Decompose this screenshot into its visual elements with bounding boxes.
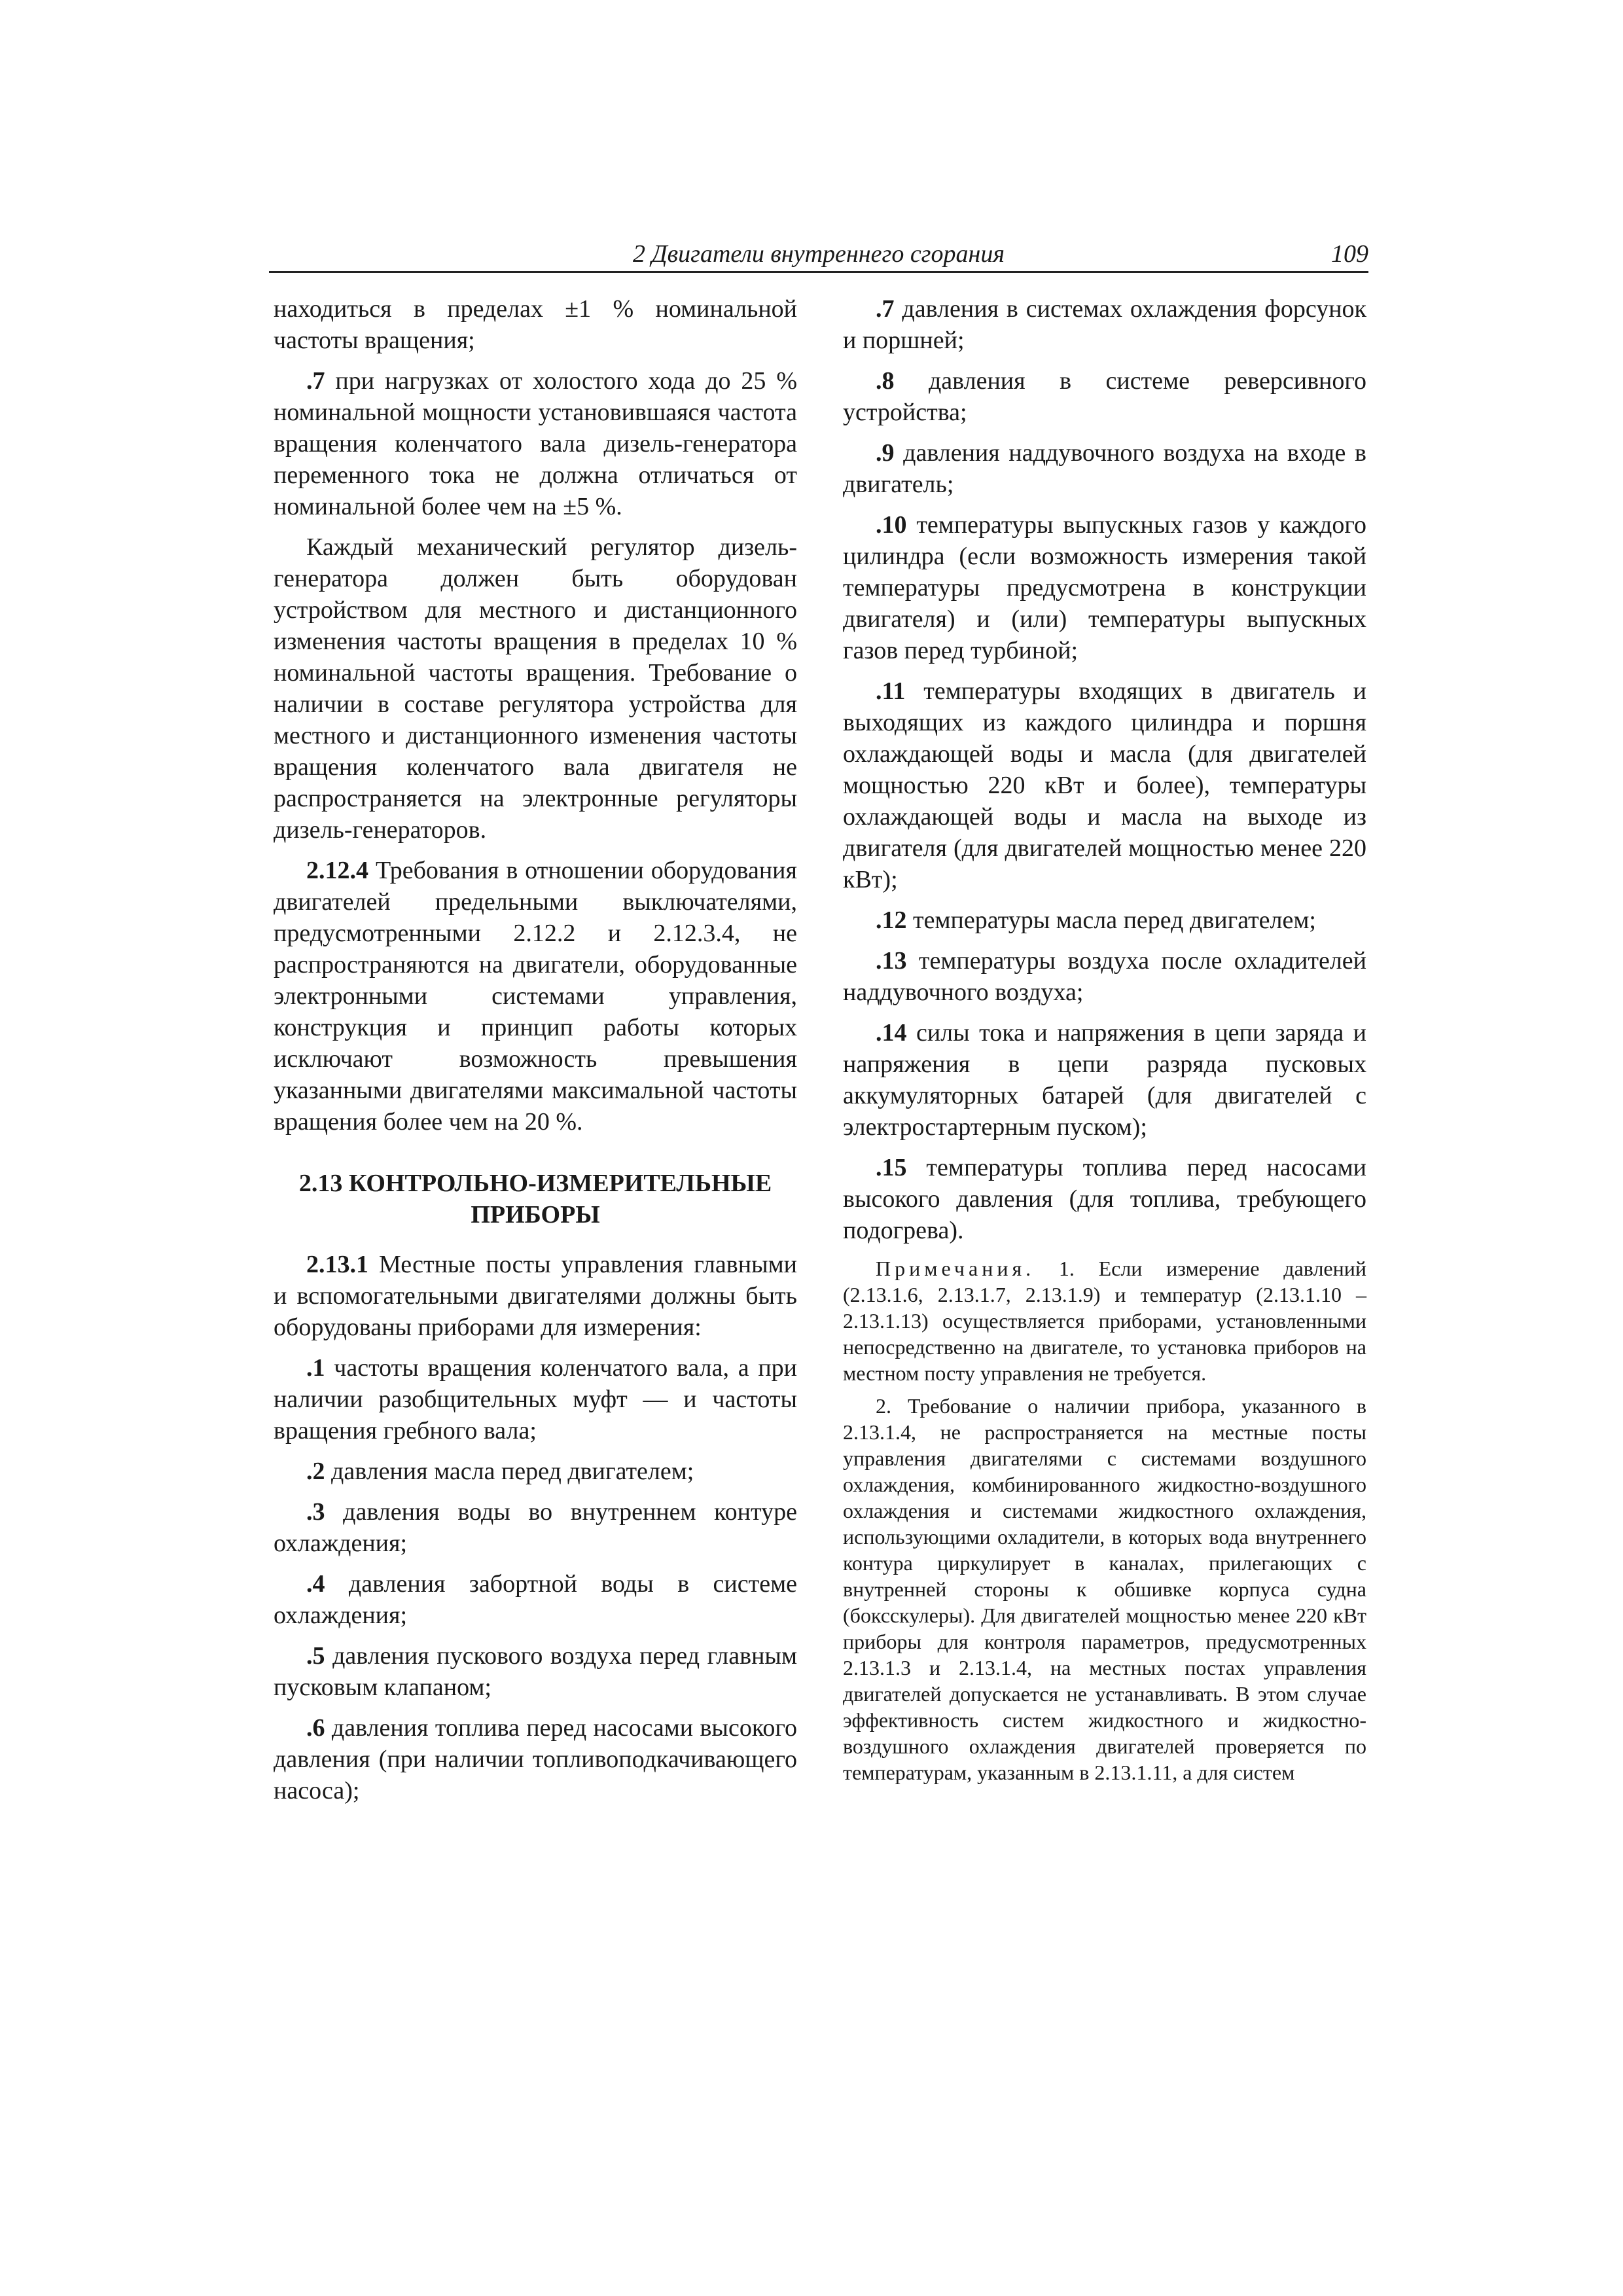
item-number: .12 <box>876 906 907 934</box>
item-text: при нагрузках от холостого хода до 25 % номинальной мощности установившаяся частота вращения коленчатого вала дизель-генератора переменного тока не должна отличаться от номинальной более чем на ±5 %. <box>274 367 797 520</box>
section-heading: 2.13 КОНТРОЛЬНО-ИЗМЕРИТЕЛЬНЫЕ ПРИБОРЫ <box>298 1170 772 1229</box>
item-number: .7 <box>306 367 325 395</box>
list-item <box>274 1496 797 1559</box>
item-text: температуры входящих в двигатель и выходящих из каждого цилиндра и поршня охлаждающей воды и масла (для двигателей мощностью 220 кВт и более), температуры охлаждающей воды и масла на выходе из двигателя (для двигателей мощностью менее 220 кВт); <box>843 677 1366 893</box>
section-title: 2 Двигатели внутреннего сгорания <box>632 240 1005 268</box>
item-text: температуры воздуха после охладителей наддувочного воздуха; <box>843 947 1366 1006</box>
paragraph <box>274 855 797 1138</box>
list-item <box>843 437 1366 500</box>
paragraph: Каждый механический регулятор дизель-генератора должен быть оборудован устройством для местного и дистанционного изменения частоты вращения в пределах 10 % номинальной частоты вращения. Требование о наличии в составе регулятора устройства для местного и дистанционного изменения частоты вращения коленчатого вала двигателя не распространяется на электронные регуляторы дизель-генераторов. <box>274 533 797 844</box>
item-text: давления в системе реверсивного устройства; <box>843 367 1366 426</box>
item-text: давления пускового воздуха перед главным пусковым клапаном; <box>274 1642 797 1701</box>
list-item <box>843 1152 1366 1246</box>
list-item <box>843 365 1366 428</box>
paragraph: находиться в пределах ±1 % номинальной частоты вращения; <box>274 295 797 354</box>
item-text: температуры топлива перед насосами высокого давления (для топлива, требующего подогрева). <box>843 1154 1366 1244</box>
item-text: силы тока и напряжения в цепи заряда и напряжения в цепи разряда пусковых аккумуляторных батарей (для двигателей с электростартерным пуском); <box>843 1019 1366 1141</box>
item-number: .1 <box>306 1354 325 1382</box>
item-number: .7 <box>876 295 895 323</box>
list-item <box>843 675 1366 895</box>
list-item <box>843 293 1366 356</box>
item-number: .11 <box>876 677 906 705</box>
clause-text: Требования в отношении оборудования двигателей предельными выключателями, предусмотренными 2.12.2 и 2.12.3.4, не распространяются на двигатели, оборудованные электронными системами управления, конструкция и принцип работы которых исключают возможность превышения указанными двигателями максимальной частоты вращения более чем на 20 %. <box>274 857 797 1136</box>
item-number: .14 <box>876 1019 907 1047</box>
item-text: давления забортной воды в системе охлаждения; <box>274 1570 797 1629</box>
item-number: .3 <box>306 1498 325 1526</box>
list-item <box>843 945 1366 1008</box>
list-item <box>274 1640 797 1703</box>
item-text: давления наддувочного воздуха на входе в двигатель; <box>843 439 1366 498</box>
paragraph <box>274 1249 797 1343</box>
item-text: давления масла перед двигателем; <box>325 1458 694 1485</box>
running-header <box>269 237 1368 273</box>
item-number: .9 <box>876 439 895 467</box>
item-text: давления топлива перед насосами высокого давления (при наличии топливоподкачивающего насоса); <box>274 1714 797 1804</box>
item-text: температуры масла перед двигателем; <box>906 906 1316 934</box>
note-text: 1. Если измерение давлений (2.13.1.6, 2.13.1.7, 2.13.1.9) и температур (2.13.1.10 – 2.13.1.13) осуществляется приборами, установленными непосредственно на двигателе, то установка приборов на местном посту управления не требуется. <box>843 1257 1366 1385</box>
item-number: .4 <box>306 1570 325 1598</box>
item-number: .10 <box>876 511 907 539</box>
item-text: частоты вращения коленчатого вала, а при наличии разобщительных муфт — и частоты вращения гребного вала; <box>274 1354 797 1444</box>
item-number: .5 <box>306 1642 325 1670</box>
item-text: давления в системах охлаждения форсунок и поршней; <box>843 295 1366 354</box>
list-item <box>274 1568 797 1631</box>
item-number: .8 <box>876 367 895 395</box>
list-item <box>274 1456 797 1487</box>
list-item <box>843 509 1366 666</box>
clause-number: 2.12.4 <box>306 857 368 884</box>
note-paragraph <box>843 1255 1366 1386</box>
list-item <box>274 1712 797 1806</box>
list-item <box>843 1017 1366 1143</box>
item-text: температуры выпускных газов у каждого цилиндра (если возможность измерения такой температуры предусмотрена в конструкции двигателя) и (или) температуры выпускных газов перед турбиной; <box>843 511 1366 664</box>
right-column <box>843 293 1366 1792</box>
item-number: .2 <box>306 1458 325 1485</box>
item-number: .6 <box>306 1714 325 1742</box>
paragraph <box>274 365 797 522</box>
item-number: .13 <box>876 947 907 975</box>
clause-number: 2.13.1 <box>306 1251 368 1278</box>
clause-text: Местные посты управления главными и вспомогательными двигателями должны быть оборудованы приборами для измерения: <box>274 1251 797 1341</box>
page-number: 109 <box>1331 240 1368 268</box>
list-item <box>843 905 1366 936</box>
left-column <box>274 293 797 1816</box>
item-text: давления воды во внутреннем контуре охлаждения; <box>274 1498 797 1557</box>
item-number: .15 <box>876 1154 907 1181</box>
note-paragraph: 2. Требование о наличии прибора, указанного в 2.13.1.4, не распространяется на местные посты управления двигателями с системами воздушного охлаждения, комбинированного жидкостно-воздушного охлаждения и системами жидкостного охлаждения, использующими охладители, в которых вода внутреннего контура циркулирует в каналах, прилегающих с внутренней стороны к обшивке корпуса судна (боксскулеры). Для двигателей мощностью менее 220 кВт приборы для контроля параметров, предусмотренных 2.13.1.3 и 2.13.1.4, на местных постах управления двигателей допускается не устанавливать. В этом случае эффективность систем жидкостного и жидкостно-воздушного охлаждения двигателей проверяется по температурам, указанным в 2.13.1.11, а для систем <box>843 1394 1366 1784</box>
note-label: Примечания. <box>876 1257 1035 1280</box>
list-item <box>274 1352 797 1446</box>
